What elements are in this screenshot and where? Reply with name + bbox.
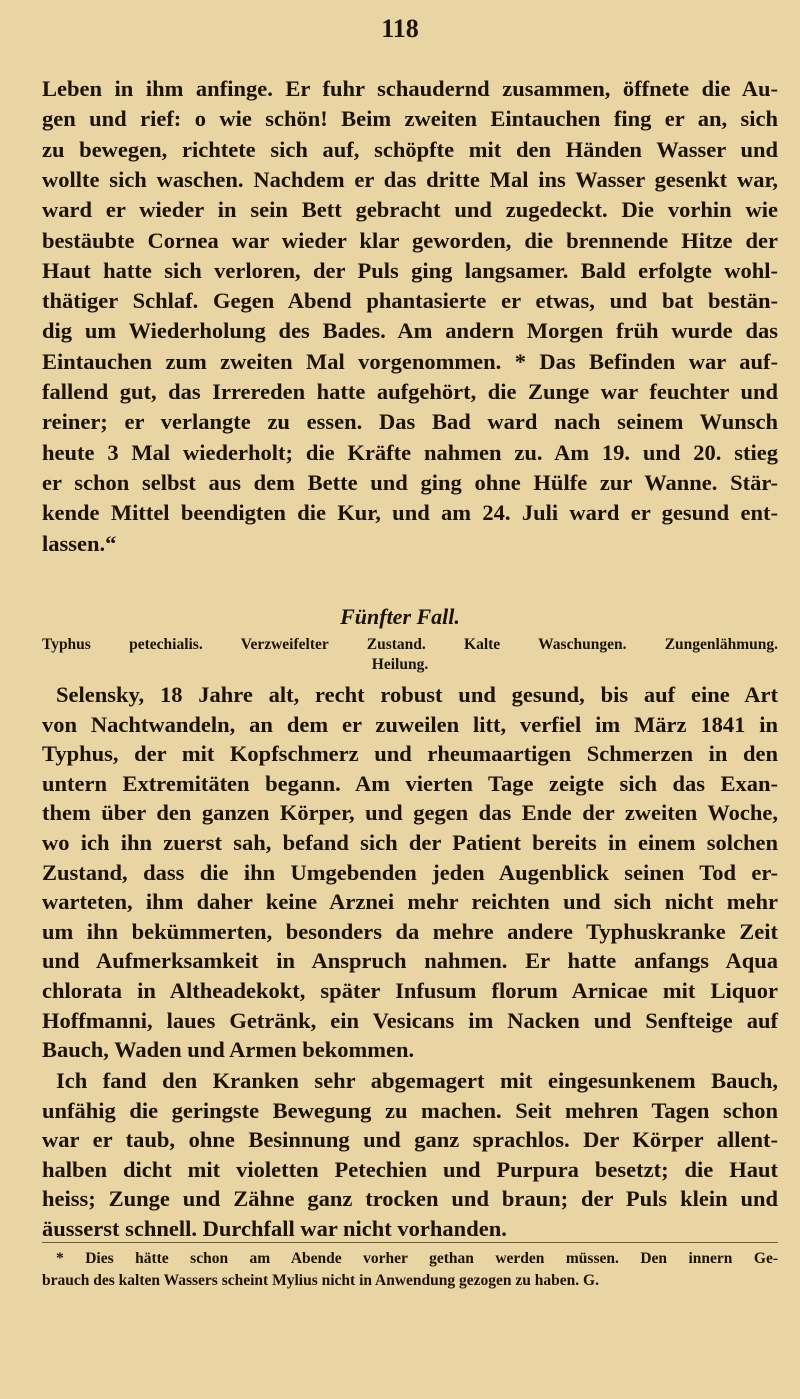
text-line: Hoffmanni, laues Getränk, ein Vesicans im Nacken und Senfteige auf [42,1007,778,1033]
text-line: Leben in ihm anfinge. Er fuhr schaudernd zusammen, öffnete die Au- [42,76,778,101]
text-line: heiss; Zunge und Zähne ganz trocken und braun; der Puls klein und [42,1186,778,1211]
text-line: Eintauchen zum zweiten Mal vorgenommen. * Das Befinden war auf- [42,348,778,374]
text-line: wollte sich waschen. Nachdem er das dritte Mal ins Wasser gesenkt war, [42,166,778,192]
text-line: * Dies hätte schon am Abende vorher gethan werden müssen. Den innern Ge- [56,1250,778,1267]
text-line: thätiger Schlaf. Gegen Abend phantasierte er etwas, und bat bestän- [42,288,778,314]
text-line: chlorata in Altheadekokt, später Infusum florum Arnicae mit Liquor [42,978,778,1003]
section-subheading-cont: Heilung. [371,656,429,673]
page-number: 118 [381,14,419,43]
text-line: Selensky, 18 Jahre alt, recht robust und gesund, bis auf eine Art [56,682,778,707]
text-line: untern Extremitäten begann. Am vierten Tage zeigte sich das Exan- [42,770,778,796]
footnote-divider [42,1242,778,1243]
text-line: dig um Wiederholung des Bades. Am andern Morgen früh wurde das [42,318,778,344]
text-line: Typhus, der mit Kopfschmerz und rheumaartigen Schmerzen in den [42,741,778,767]
text-line: reiner; er verlangte zu essen. Das Bad ward nach seinem Wunsch [42,409,778,435]
text-line: them über den ganzen Körper, und gegen das Ende der zweiten Woche, [42,800,778,826]
text-line: ward er wieder in sein Bett gebracht und zugedeckt. Die vorhin wie [42,197,778,223]
text-line: heute 3 Mal wiederholt; die Kräfte nahmen zu. Am 19. und 20. stieg [42,439,778,465]
text-line: lassen.“ [42,530,117,556]
text-line: er schon selbst aus dem Bette und ging ohne Hülfe zur Wanne. Stär- [42,469,778,495]
text-line: halben dicht mit violetten Petechien und Purpura besetzt; die Haut [42,1156,778,1182]
section-subheading: Typhus petechialis. Verzweifelter Zustand. Kalte Waschungen. Zungenlähmung. [42,636,778,653]
text-line: um ihn bekümmerten, besonders da mehre andere Typhuskranke Zeit [42,918,778,944]
text-line: fallend gut, das Irrereden hatte aufgehört, die Zunge war feuchter und [42,379,778,404]
section-heading: Fünfter Fall. [340,604,460,629]
text-line: unfähig die geringste Bewegung zu machen. Seit mehren Tagen schon [42,1097,778,1123]
text-line: bestäubte Cornea war wieder klar geworden, die brennende Hitze der [42,227,778,253]
text-line: und Aufmerksamkeit in Anspruch nahmen. Er hatte anfangs Aqua [42,948,778,974]
text-line: äusserst schnell. Durchfall war nicht vorhanden. [42,1215,507,1241]
text-line: war er taub, ohne Besinnung und ganz sprachlos. Der Körper allent- [42,1127,778,1152]
text-line: Bauch, Waden und Armen bekommen. [42,1037,415,1063]
text-line: warteten, ihm daher keine Arznei mehr reichten und sich nicht mehr [42,889,778,915]
text-line: Ich fand den Kranken sehr abgemagert mit eingesunkenem Bauch, [56,1068,778,1093]
text-line: gen und rief: o wie schön! Beim zweiten Eintauchen fing er an, sich [42,106,778,132]
text-line: Zustand, dass die ihn Umgebenden jeden Augenblick seinen Tod er- [42,859,778,885]
text-line: kende Mittel beendigten die Kur, und am 24. Juli ward er gesund ent- [42,500,778,526]
text-line: wo ich ihn zuerst sah, befand sich der Patient bereits in einem solchen [42,830,778,855]
text-line: von Nachtwandeln, an dem er zuweilen litt, verfiel im März 1841 in [42,711,778,737]
text-line: zu bewegen, richtete sich auf, schöpfte mit den Händen Wasser und [42,136,778,162]
text-line: brauch des kalten Wassers scheint Mylius nicht in Anwendung gezogen zu haben. G. [42,1272,599,1289]
text-line: Haut hatte sich verloren, der Puls ging langsamer. Bald erfolgte wohl- [42,257,778,283]
